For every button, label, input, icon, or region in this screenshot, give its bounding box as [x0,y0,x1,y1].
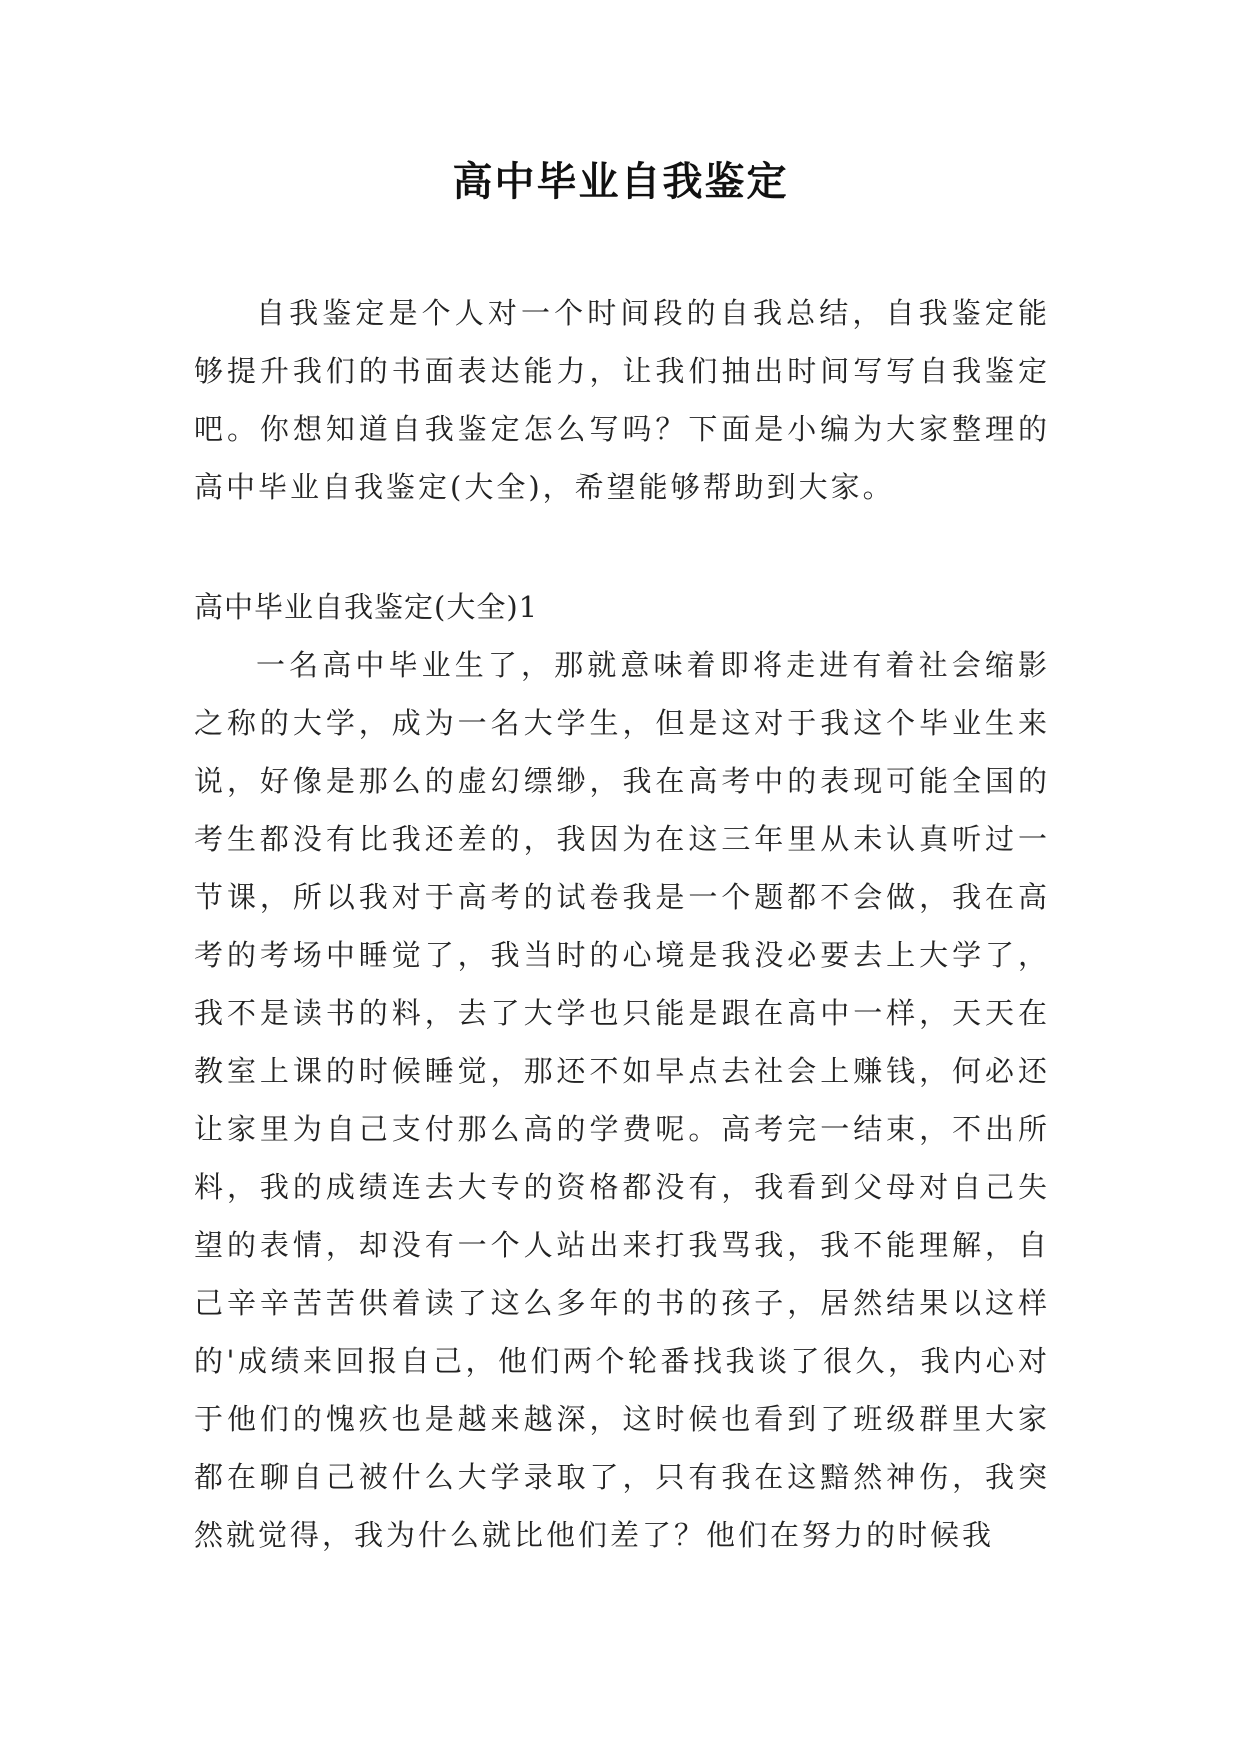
intro-paragraph: 自我鉴定是个人对一个时间段的自我总结，自我鉴定能够提升我们的书面表达能力，让我们抽出时间写写自我鉴定吧。你想知道自我鉴定怎么写吗？下面是小编为大家整理的高中毕业自我鉴定(大全)，希望能够帮助到大家。 [194,296,1050,504]
section-paragraph: 一名高中毕业生了，那就意味着即将走进有着社会缩影之称的大学，成为一名大学生，但是这对于我这个毕业生来说，好像是那么的虚幻缥缈，我在高考中的表现可能全国的考生都没有比我还差的，我因为在这三年里从未认真听过一节课，所以我对于高考的试卷我是一个题都不会做，我在高考的考场中睡觉了，我当时的心境是我没必要去上大学了，我不是读书的料，去了大学也只能是跟在高中一样，天天在教室上课的时候睡觉，那还不如早点去社会上赚钱，何必还让家里为自己支付那么高的学费呢。高考完一结束，不出所料，我的成绩连去大专的资格都没有，我看到父母对自己失望的表情，却没有一个人站出来打我骂我，我不能理解，自己辛辛苦苦供着读了这么多年的书的孩子，居然结果以这样的'成绩来回报自己，他们两个轮番找我谈了很久，我内心对于他们的愧疚也是越来越深，这时候也看到了班级群里大家都在聊自己被什么大学录取了，只有我在这黯然神伤，我突然就觉得，我为什么就比他们差了？他们在努力的时候我 [194,648,1050,1552]
document-title: 高中毕业自我鉴定 [452,158,789,205]
section-heading: 高中毕业自我鉴定(大全)1 [194,590,539,624]
